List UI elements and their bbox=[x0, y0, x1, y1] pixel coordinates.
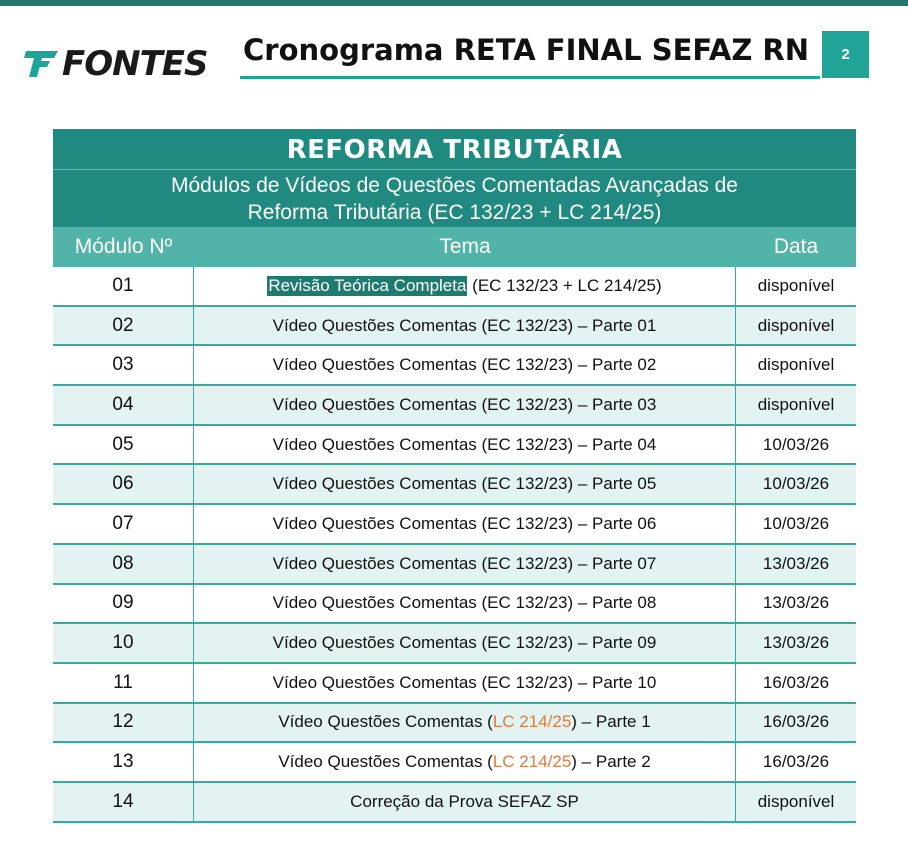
tema-suffix-text: ) – Parte 1 bbox=[571, 712, 651, 732]
table-row bbox=[53, 307, 856, 347]
cell-data: disponível bbox=[757, 315, 835, 335]
column-header-tema: Tema bbox=[439, 235, 491, 258]
cell-data: 13/03/26 bbox=[762, 633, 830, 653]
table-row bbox=[53, 505, 856, 545]
top-accent-bar bbox=[0, 0, 908, 6]
tema-orange-text: LC 214/25 bbox=[492, 752, 572, 772]
tema-prefix-text: Vídeo Questões Comentas ( bbox=[278, 752, 493, 772]
tema-prefix-text: Vídeo Questões Comentas (EC 132/23) – Parte 06 bbox=[272, 513, 657, 533]
cell-data: 16/03/26 bbox=[762, 712, 830, 732]
column-header-data: Data bbox=[773, 235, 819, 258]
tema-prefix-text: Vídeo Questões Comentas (EC 132/23) – Parte 08 bbox=[272, 593, 657, 613]
cell-data: 10/03/26 bbox=[762, 474, 830, 494]
tema-orange-text: LC 214/25 bbox=[492, 712, 572, 732]
table-row bbox=[53, 267, 856, 307]
cell-data: 16/03/26 bbox=[762, 752, 830, 772]
cell-modulo: 03 bbox=[53, 346, 194, 384]
tema-prefix-text: Vídeo Questões Comentas ( bbox=[278, 712, 493, 732]
cell-tema bbox=[194, 465, 736, 503]
table-row bbox=[53, 743, 856, 783]
tema-prefix-text: Vídeo Questões Comentas (EC 132/23) – Parte 04 bbox=[272, 434, 657, 454]
page-title: Cronograma RETA FINAL SEFAZ RN bbox=[243, 33, 810, 67]
tema-prefix-text: Vídeo Questões Comentas (EC 132/23) – Parte 02 bbox=[272, 355, 657, 375]
tema-prefix-text: Vídeo Questões Comentas (EC 132/23) – Parte 07 bbox=[272, 553, 657, 573]
table-row bbox=[53, 624, 856, 664]
cell-modulo: 06 bbox=[53, 465, 194, 503]
title-underline bbox=[240, 76, 820, 79]
cell-modulo: 01 bbox=[53, 267, 194, 305]
cell-tema bbox=[194, 426, 736, 464]
tema-highlight-text: Revisão Teórica Completa bbox=[268, 275, 467, 295]
cell-tema bbox=[194, 624, 736, 662]
cell-modulo: 07 bbox=[53, 505, 194, 543]
cell-tema bbox=[194, 545, 736, 583]
logo-mark-icon bbox=[24, 47, 60, 81]
tema-prefix-text: Vídeo Questões Comentas (EC 132/23) – Parte 05 bbox=[272, 474, 657, 494]
cell-tema bbox=[194, 307, 736, 345]
cell-tema bbox=[194, 664, 736, 702]
table-row bbox=[53, 664, 856, 704]
table-subtitle bbox=[53, 169, 856, 227]
table-body bbox=[53, 267, 856, 823]
cell-data: 13/03/26 bbox=[762, 553, 830, 573]
cell-data: 16/03/26 bbox=[762, 672, 830, 692]
cell-data: disponível bbox=[757, 791, 835, 811]
table-row bbox=[53, 465, 856, 505]
cell-tema bbox=[194, 783, 736, 821]
cell-modulo: 10 bbox=[53, 624, 194, 662]
cell-modulo: 02 bbox=[53, 307, 194, 345]
cell-modulo: 11 bbox=[53, 664, 194, 702]
cell-data: 13/03/26 bbox=[762, 593, 830, 613]
cell-tema bbox=[194, 386, 736, 424]
tema-prefix-text: Vídeo Questões Comentas (EC 132/23) – Parte 03 bbox=[272, 394, 657, 414]
cell-data: disponível bbox=[757, 275, 835, 295]
brand-logo bbox=[24, 44, 208, 84]
table-row bbox=[53, 545, 856, 585]
table-title: REFORMA TRIBUTÁRIA bbox=[53, 129, 856, 169]
cell-data: 10/03/26 bbox=[762, 513, 830, 533]
cell-modulo: 13 bbox=[53, 743, 194, 781]
table-row bbox=[53, 585, 856, 625]
cell-modulo: 09 bbox=[53, 585, 194, 623]
cell-data: disponível bbox=[757, 355, 835, 375]
tema-suffix-text: ) – Parte 2 bbox=[571, 752, 651, 772]
table-row bbox=[53, 426, 856, 466]
cell-tema bbox=[194, 346, 736, 384]
table-row bbox=[53, 704, 856, 744]
table-row bbox=[53, 346, 856, 386]
cell-data: 10/03/26 bbox=[762, 434, 830, 454]
schedule-table bbox=[53, 129, 856, 823]
tema-prefix-text: Vídeo Questões Comentas (EC 132/23) – Parte 09 bbox=[272, 633, 657, 653]
cell-tema bbox=[194, 585, 736, 623]
tema-suffix-text: (EC 132/23 + LC 214/25) bbox=[467, 275, 662, 295]
table-row bbox=[53, 386, 856, 426]
cell-modulo: 14 bbox=[53, 783, 194, 821]
cell-tema bbox=[194, 505, 736, 543]
cell-tema bbox=[194, 704, 736, 742]
table-row bbox=[53, 783, 856, 823]
brand-name: FONTES bbox=[62, 44, 208, 84]
cell-modulo: 05 bbox=[53, 426, 194, 464]
tema-prefix-text: Correção da Prova SEFAZ SP bbox=[350, 791, 579, 811]
cell-tema bbox=[194, 267, 736, 305]
tema-prefix-text: Vídeo Questões Comentas (EC 132/23) – Parte 01 bbox=[272, 315, 657, 335]
table-subtitle-line-2: Reforma Tributária (EC 132/23 + LC 214/25) bbox=[247, 201, 662, 224]
cell-modulo: 04 bbox=[53, 386, 194, 424]
cell-data: disponível bbox=[757, 394, 835, 414]
cell-modulo: 08 bbox=[53, 545, 194, 583]
column-header-modulo: Módulo Nº bbox=[74, 235, 173, 258]
page-number-badge: 2 bbox=[822, 31, 869, 78]
tema-prefix-text: Vídeo Questões Comentas (EC 132/23) – Parte 10 bbox=[272, 672, 657, 692]
table-subtitle-line-1: Módulos de Vídeos de Questões Comentadas Avançadas de bbox=[171, 174, 738, 197]
cell-tema bbox=[194, 743, 736, 781]
cell-modulo: 12 bbox=[53, 704, 194, 742]
column-headers bbox=[53, 227, 856, 267]
